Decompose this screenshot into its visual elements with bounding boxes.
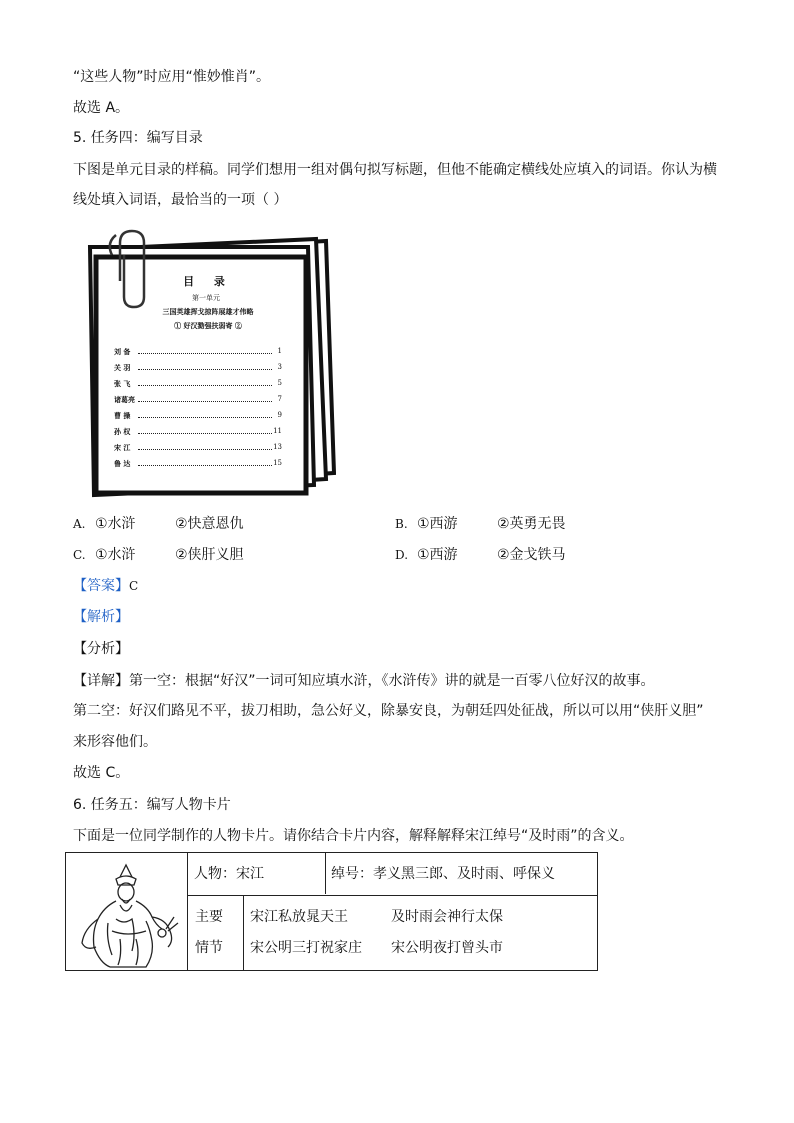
toc-row [114,411,282,423]
toc-row-page: 1 [277,347,282,355]
analysis-label: 【解析】 [73,609,129,625]
song-jiang-portrait [70,859,186,969]
toc-row [114,363,282,375]
card-person: 人物：宋江 [194,866,264,882]
question-6-prompt: 下面是一位同学制作的人物卡片。请你结合卡片内容，解释解释宋江绰号“及时雨”的含义。 [73,828,634,844]
toc-subtitle-2: ① 好汉勠强扶弱寄 ② [174,321,242,330]
toc-row-page: 15 [273,459,282,467]
card-plot-item: 及时雨会神行太保 [391,909,503,925]
toc-figure [76,221,336,503]
detail-text-1: 第一空：根据“好汉”一词可知应填水浒，《水浒传》讲的就是一百零八位好汉的故事。 [129,673,655,689]
xiangjie-label: 【详解】 [73,673,129,689]
option-blank-1: ①水浒 [95,547,136,563]
toc-row-name: 诸葛亮 [114,395,135,404]
toc-row-page: 3 [277,363,282,371]
toc-row-page: 11 [273,427,282,435]
option-blank-1: ①西游 [417,516,458,532]
toc-row [114,443,282,455]
card-plot-item: 宋公明三打祝家庄 [250,940,362,956]
answer-value: C [129,579,139,593]
question-5-title: 5. 任务四：编写目录 [73,130,203,146]
option-b[interactable] [395,514,566,534]
toc-row [114,379,282,391]
toc-subtitle-1: 三国英雄挥戈掠阵展雄才伟略 [162,307,254,316]
option-key: A. [73,517,86,531]
option-key: B. [395,517,408,531]
option-blank-1: ①水浒 [95,516,136,532]
option-key: D. [395,548,409,562]
option-a[interactable] [73,514,244,534]
detail-line-4: 故选 C。 [73,765,130,781]
question-5-prompt-line-2: 线处填入词语，最恰当的一项（ ） [73,192,288,208]
option-blank-2: ②英勇无畏 [497,516,566,532]
option-blank-2: ②金戈铁马 [497,547,566,563]
toc-row-name: 刘 备 [114,347,131,356]
toc-row [114,347,282,359]
toc-row-name: 关 羽 [114,363,131,372]
question-6-title: 6. 任务五：编写人物卡片 [73,797,231,813]
answer-line [73,576,138,596]
toc-row-name: 宋 江 [114,443,131,452]
card-nickname: 绰号：孝义黑三郎、及时雨、呼保义 [331,866,555,882]
toc-row [114,427,282,439]
toc-row-name: 曹 操 [114,411,131,420]
option-key: C. [73,548,86,562]
toc-row-page: 5 [277,379,282,387]
option-d[interactable] [395,545,566,565]
fenxi-label: 【分析】 [73,641,129,657]
question-5-prompt-line-1: 下图是单元目录的样稿。同学们想用一组对偶句拟写标题，但他不能确定横线处应填入的词语。你认为横 [73,162,717,178]
toc-row-page: 9 [277,411,282,419]
detail-line-1 [73,671,655,691]
toc-row-name: 张 飞 [114,379,131,388]
card-plot-label-1: 主要 [195,909,223,925]
toc-row [114,395,282,407]
option-blank-2: ②侠肝义胆 [175,547,244,563]
toc-row-page: 13 [273,443,282,451]
toc-row-name: 孙 权 [114,427,131,436]
toc-unit: 第一单元 [192,294,220,302]
card-plot-item: 宋公明夜打曾头市 [391,940,503,956]
option-c[interactable] [73,545,244,565]
toc-row-name: 鲁 达 [114,459,131,468]
text-line-2: 故选 A。 [73,100,130,116]
detail-line-3: 来形容他们。 [73,734,157,750]
card-plot-label-2: 情节 [195,940,223,956]
detail-line-2: 第二空：好汉们路见不平，拔刀相助，急公好义，除暴安良，为朝廷四处征战，所以可以用“侠肝义胆” [73,703,704,719]
option-blank-2: ②快意恩仇 [175,516,244,532]
option-blank-1: ①西游 [417,547,458,563]
toc-title: 目 录 [183,275,233,288]
character-card [65,852,598,971]
card-plot-item: 宋江私放晁天王 [250,909,348,925]
text-line-1: “这些人物”时应用“惟妙惟肖”。 [73,69,271,85]
answer-label: 【答案】 [73,578,129,594]
toc-row [114,459,282,471]
toc-row-page: 7 [277,395,282,403]
